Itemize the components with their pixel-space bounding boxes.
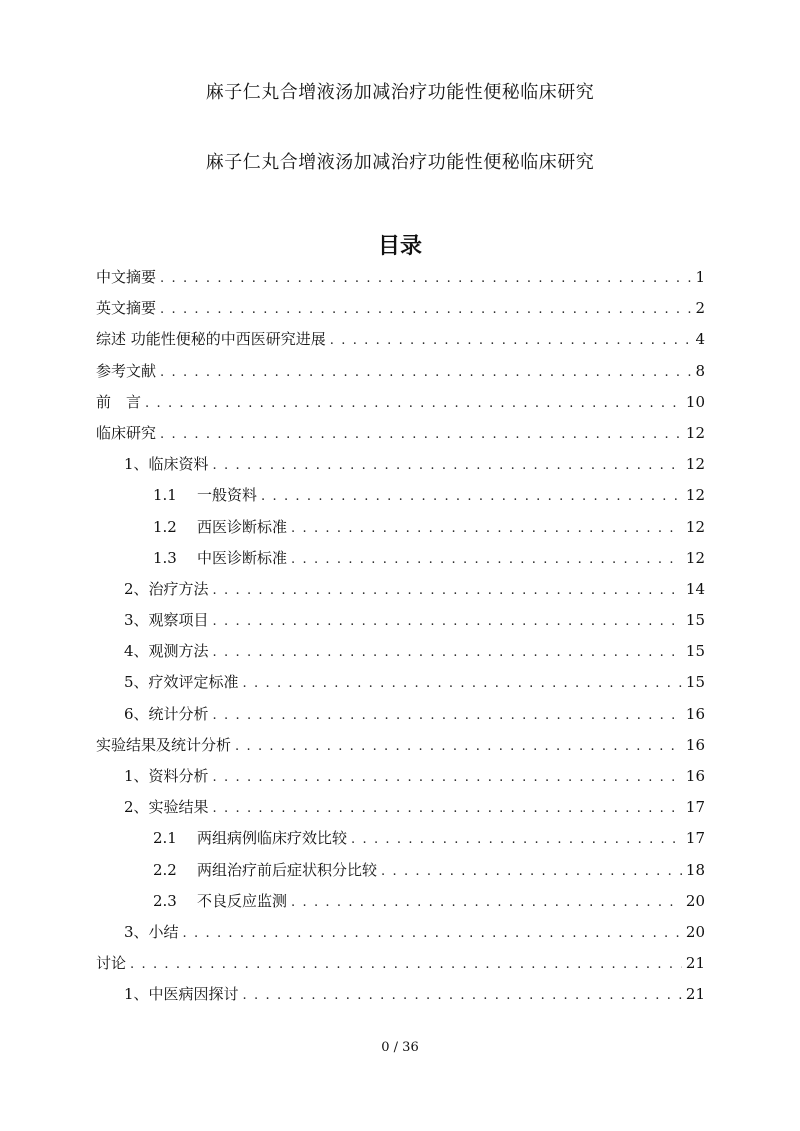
toc-leader-dots <box>291 887 682 918</box>
toc-leader-dots <box>213 606 682 637</box>
toc-leader-dots <box>160 263 691 294</box>
toc-entry-page: 12 <box>685 486 705 505</box>
toc-entry[interactable] <box>96 574 705 605</box>
toc-entry-page: 20 <box>685 891 705 910</box>
toc-entry[interactable] <box>96 293 705 324</box>
toc-entry-text: 不良反应监测 <box>197 891 288 910</box>
toc-entry-page: 12 <box>685 548 705 567</box>
toc-leader-dots <box>213 637 682 668</box>
toc-entry-label: 4、观测方法 <box>124 642 209 661</box>
toc-entry[interactable] <box>96 855 705 886</box>
toc-entry-label <box>153 543 287 574</box>
toc-entry-number: 1.2 <box>153 517 177 536</box>
toc-entry-number: 2.3 <box>153 891 177 910</box>
toc-entry-label: 1、资料分析 <box>124 767 209 785</box>
toc-leader-dots <box>261 481 682 512</box>
toc-entry-number: 2.2 <box>153 860 177 879</box>
toc-entry-label: 实验结果及统计分析 <box>96 735 232 754</box>
toc-entry[interactable] <box>96 886 705 917</box>
toc-entry-label <box>153 512 287 543</box>
toc-entry-label: 中文摘要 <box>96 268 157 286</box>
toc-entry-label: 参考文献 <box>96 361 157 380</box>
toc-entry-page: 4 <box>695 330 705 349</box>
toc-entry-label: 2、实验结果 <box>124 798 209 817</box>
toc-entry[interactable] <box>96 761 705 792</box>
toc-leader-dots <box>243 980 682 1011</box>
toc-leader-dots <box>235 731 682 762</box>
toc-entry-text: 西医诊断标准 <box>197 517 288 536</box>
toc-leader-dots <box>291 513 682 544</box>
toc-entry[interactable] <box>96 979 705 1010</box>
toc-entry-page: 10 <box>685 392 705 411</box>
toc-entry-label: 临床研究 <box>96 423 157 442</box>
toc-entry[interactable] <box>96 480 705 511</box>
toc-entry-text: 两组病例临床疗效比较 <box>197 829 348 848</box>
toc-heading: 目录 <box>377 234 422 259</box>
toc-entry[interactable] <box>96 917 705 948</box>
toc-leader-dots <box>213 450 682 481</box>
toc-entry-page: 12 <box>685 455 705 474</box>
toc-entry[interactable] <box>96 605 705 636</box>
toc-entry-label: 英文摘要 <box>96 299 157 318</box>
toc-leader-dots <box>381 856 682 887</box>
toc-entry-number: 1.3 <box>153 548 177 567</box>
toc-entry-page: 12 <box>685 423 705 442</box>
toc-entry[interactable] <box>96 262 705 293</box>
toc-leader-dots <box>351 824 682 855</box>
toc-entry[interactable] <box>96 792 705 823</box>
toc-entry-page: 17 <box>685 829 705 848</box>
toc-entry[interactable] <box>96 387 705 418</box>
toc-entry-label: 3、观察项目 <box>124 611 209 630</box>
toc-leader-dots <box>213 700 682 731</box>
toc-entry-label: 前 言 <box>96 392 142 411</box>
toc-entry[interactable] <box>96 636 705 667</box>
toc-entry-page: 15 <box>685 642 705 661</box>
toc-entry[interactable] <box>96 356 705 387</box>
toc-entry-label: 1、中医病因探讨 <box>124 985 239 1004</box>
toc-entry-page: 1 <box>695 268 705 286</box>
toc-entry-page: 21 <box>685 954 705 973</box>
toc-entry[interactable] <box>96 699 705 730</box>
toc-entry[interactable] <box>96 418 705 449</box>
toc-entry-number: 1.1 <box>153 486 177 505</box>
toc-leader-dots <box>213 762 682 793</box>
toc-entry-page: 15 <box>685 673 705 692</box>
toc-entry-number: 2.1 <box>153 829 177 848</box>
toc-entry[interactable] <box>96 543 705 574</box>
toc-entry-page: 17 <box>685 798 705 817</box>
toc-leader-dots <box>213 793 682 824</box>
toc-entry-label: 6、统计分析 <box>124 704 209 723</box>
toc-leader-dots <box>130 949 682 980</box>
toc-entry-label <box>153 480 257 511</box>
toc-entry-page: 15 <box>685 611 705 630</box>
toc-leader-dots <box>183 918 682 949</box>
toc-entry-label: 2、治疗方法 <box>124 579 209 598</box>
toc-leader-dots <box>160 419 682 450</box>
toc-entry-page: 2 <box>695 299 705 318</box>
document-title: 麻子仁丸合增液汤加减治疗功能性便秘临床研究 <box>205 82 595 103</box>
toc-entry-page: 21 <box>685 985 705 1004</box>
toc-entry-text: 中医诊断标准 <box>197 548 288 567</box>
toc-entry-page: 18 <box>685 860 705 879</box>
toc-leader-dots <box>160 357 691 388</box>
table-of-contents <box>96 262 705 1011</box>
toc-entry-label: 1、临床资料 <box>124 455 209 474</box>
toc-entry[interactable] <box>96 948 705 979</box>
toc-entry-label <box>153 823 347 854</box>
toc-entry[interactable] <box>96 730 705 761</box>
toc-leader-dots <box>213 575 682 606</box>
toc-entry-label <box>153 886 287 917</box>
document-subtitle: 麻子仁丸合增液汤加减治疗功能性便秘临床研究 <box>205 152 595 173</box>
toc-leader-dots <box>243 668 682 699</box>
toc-entry[interactable] <box>96 449 705 480</box>
toc-entry[interactable] <box>96 512 705 543</box>
toc-entry-label <box>153 855 377 886</box>
toc-entry-label: 5、疗效评定标准 <box>124 673 239 692</box>
toc-leader-dots <box>330 325 691 356</box>
toc-entry-page: 14 <box>685 579 705 598</box>
toc-leader-dots <box>291 544 682 575</box>
toc-leader-dots <box>160 294 691 325</box>
toc-entry-label: 讨论 <box>96 954 127 973</box>
toc-entry[interactable] <box>96 667 705 698</box>
toc-entry-text: 两组治疗前后症状积分比较 <box>197 860 378 879</box>
toc-entry-page: 16 <box>685 735 705 754</box>
toc-entry[interactable] <box>96 823 705 854</box>
page-number: 0 / 36 <box>381 1040 419 1055</box>
toc-entry-label: 3、小结 <box>124 922 179 941</box>
toc-entry-page: 16 <box>685 767 705 785</box>
toc-entry-page: 12 <box>685 517 705 536</box>
toc-entry-page: 20 <box>685 922 705 941</box>
toc-leader-dots <box>145 388 682 419</box>
toc-entry[interactable] <box>96 324 705 355</box>
toc-entry-label: 综述 功能性便秘的中西医研究进展 <box>96 330 326 349</box>
toc-entry-page: 16 <box>685 704 705 723</box>
toc-entry-text: 一般资料 <box>197 486 258 505</box>
toc-entry-page: 8 <box>695 361 705 380</box>
